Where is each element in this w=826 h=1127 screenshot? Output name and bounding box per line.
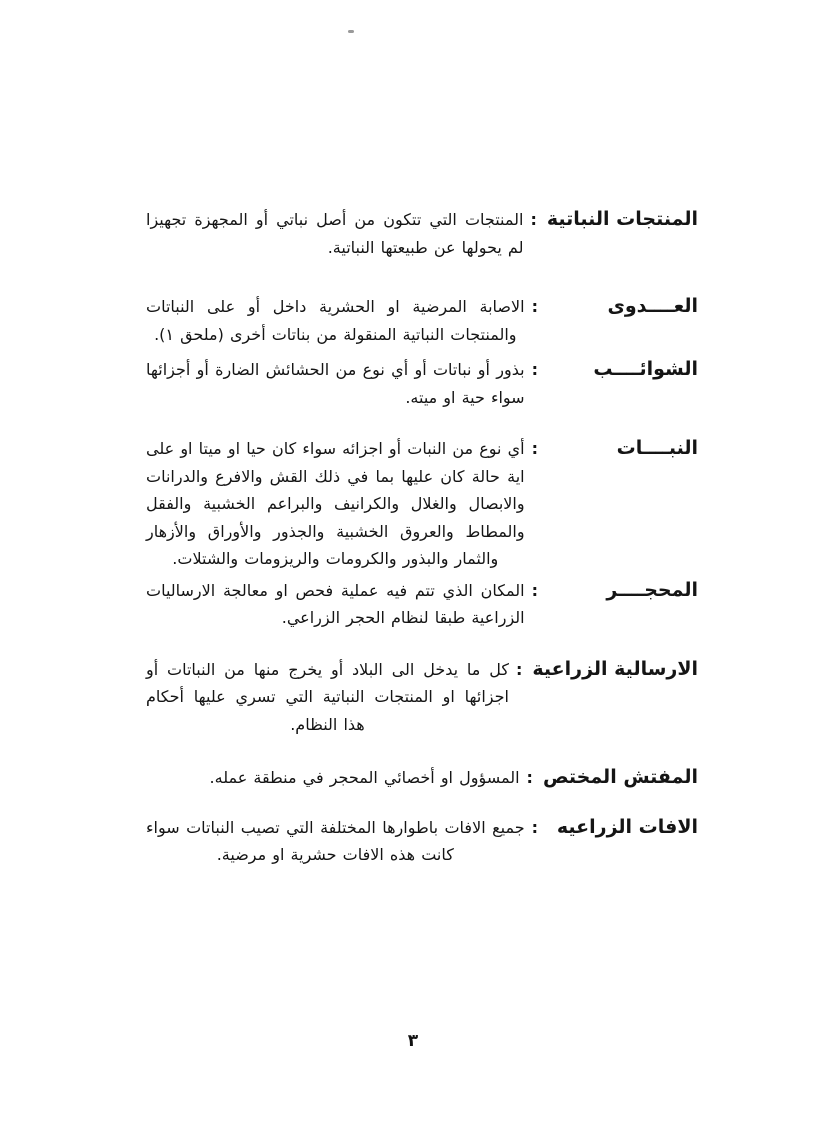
page-top-mark <box>348 30 354 33</box>
term-label: الارسالية الزراعية <box>532 657 698 680</box>
definition-colon: : <box>531 817 538 837</box>
glossary-entry <box>146 656 698 739</box>
glossary-entry <box>146 206 698 261</box>
glossary-entry <box>146 356 698 411</box>
definition-text: المكان الذي تتم فيه عملية فحص او معالجة الارساليات الزراعية طبقا لنظام الحجر الزراعي. <box>146 580 525 627</box>
definition-text: أي نوع من النبات أو اجزائه سواء كان حيا او ميتا او على اية حالة كان عليها بما في ذلك القش والافرع والدرانات والابصال والغلال والكرانيف والبراعم الخشبية والفقل والمطاط والعروق الخشبية والجذور والأوراق والأزهار والثمار والبذور والكرومات والريزومات والشتلات. <box>146 439 525 568</box>
definition-text: جميع الافات باطوارها المختلفة التي تصيب النباتات سواء كانت هذه الافات حشرية او مرضية. <box>146 817 525 864</box>
definition-text: المسؤول او أخصائي المحجر في منطقة عمله. <box>209 768 520 787</box>
definition <box>146 435 538 573</box>
definition-text: المنتجات التي تتكون من أصل نباتي أو المجهزة تجهيزا لم يحولها عن طبيعتها النباتية. <box>146 210 524 257</box>
definition-text: كل ما يدخل الى البلاد أو يخرج منها من النباتات أو اجزائها او المنتجات النباتية التي تسري عليها أحكام هذا النظام. <box>146 659 509 734</box>
term-label: الشوائــــب <box>593 358 698 380</box>
definition <box>146 577 538 632</box>
term-label: المنتجات النباتية <box>546 208 698 230</box>
glossary-list <box>146 206 698 869</box>
definition <box>146 293 538 348</box>
term-label: الافات الزراعيه <box>556 815 698 838</box>
glossary-entry <box>146 814 698 869</box>
page-number: ٣ <box>407 1031 419 1051</box>
definition-colon: : <box>531 360 538 379</box>
definition-colon: : <box>515 659 523 679</box>
term-label: النبــــات <box>616 437 698 459</box>
glossary-entry <box>146 764 698 792</box>
definition-text: بذور أو نباتات أو أي نوع من الحشائش الضارة أو أجزائها سواء حية او ميته. <box>146 360 525 407</box>
definition-colon: : <box>530 210 537 229</box>
definition-colon: : <box>531 297 538 316</box>
definition <box>146 356 538 411</box>
definition-colon: : <box>531 439 538 458</box>
definition <box>146 764 533 792</box>
definition <box>146 814 538 869</box>
glossary-entry <box>146 577 698 632</box>
definition <box>146 656 522 739</box>
glossary-entry <box>146 293 698 348</box>
definition-colon: : <box>531 580 538 600</box>
term-label: المحجــــر <box>606 578 698 601</box>
term-label: المفتش المختص <box>542 766 698 788</box>
term-label: العــــدوى <box>607 295 698 317</box>
definition-text: الاصابة المرضية او الحشرية داخل أو على النباتات والمنتجات النباتية المنقولة من بناتات أخرى (ملحق ١). <box>146 297 525 344</box>
glossary-entry <box>146 435 698 573</box>
definition-colon: : <box>526 768 533 787</box>
definition <box>146 206 537 261</box>
